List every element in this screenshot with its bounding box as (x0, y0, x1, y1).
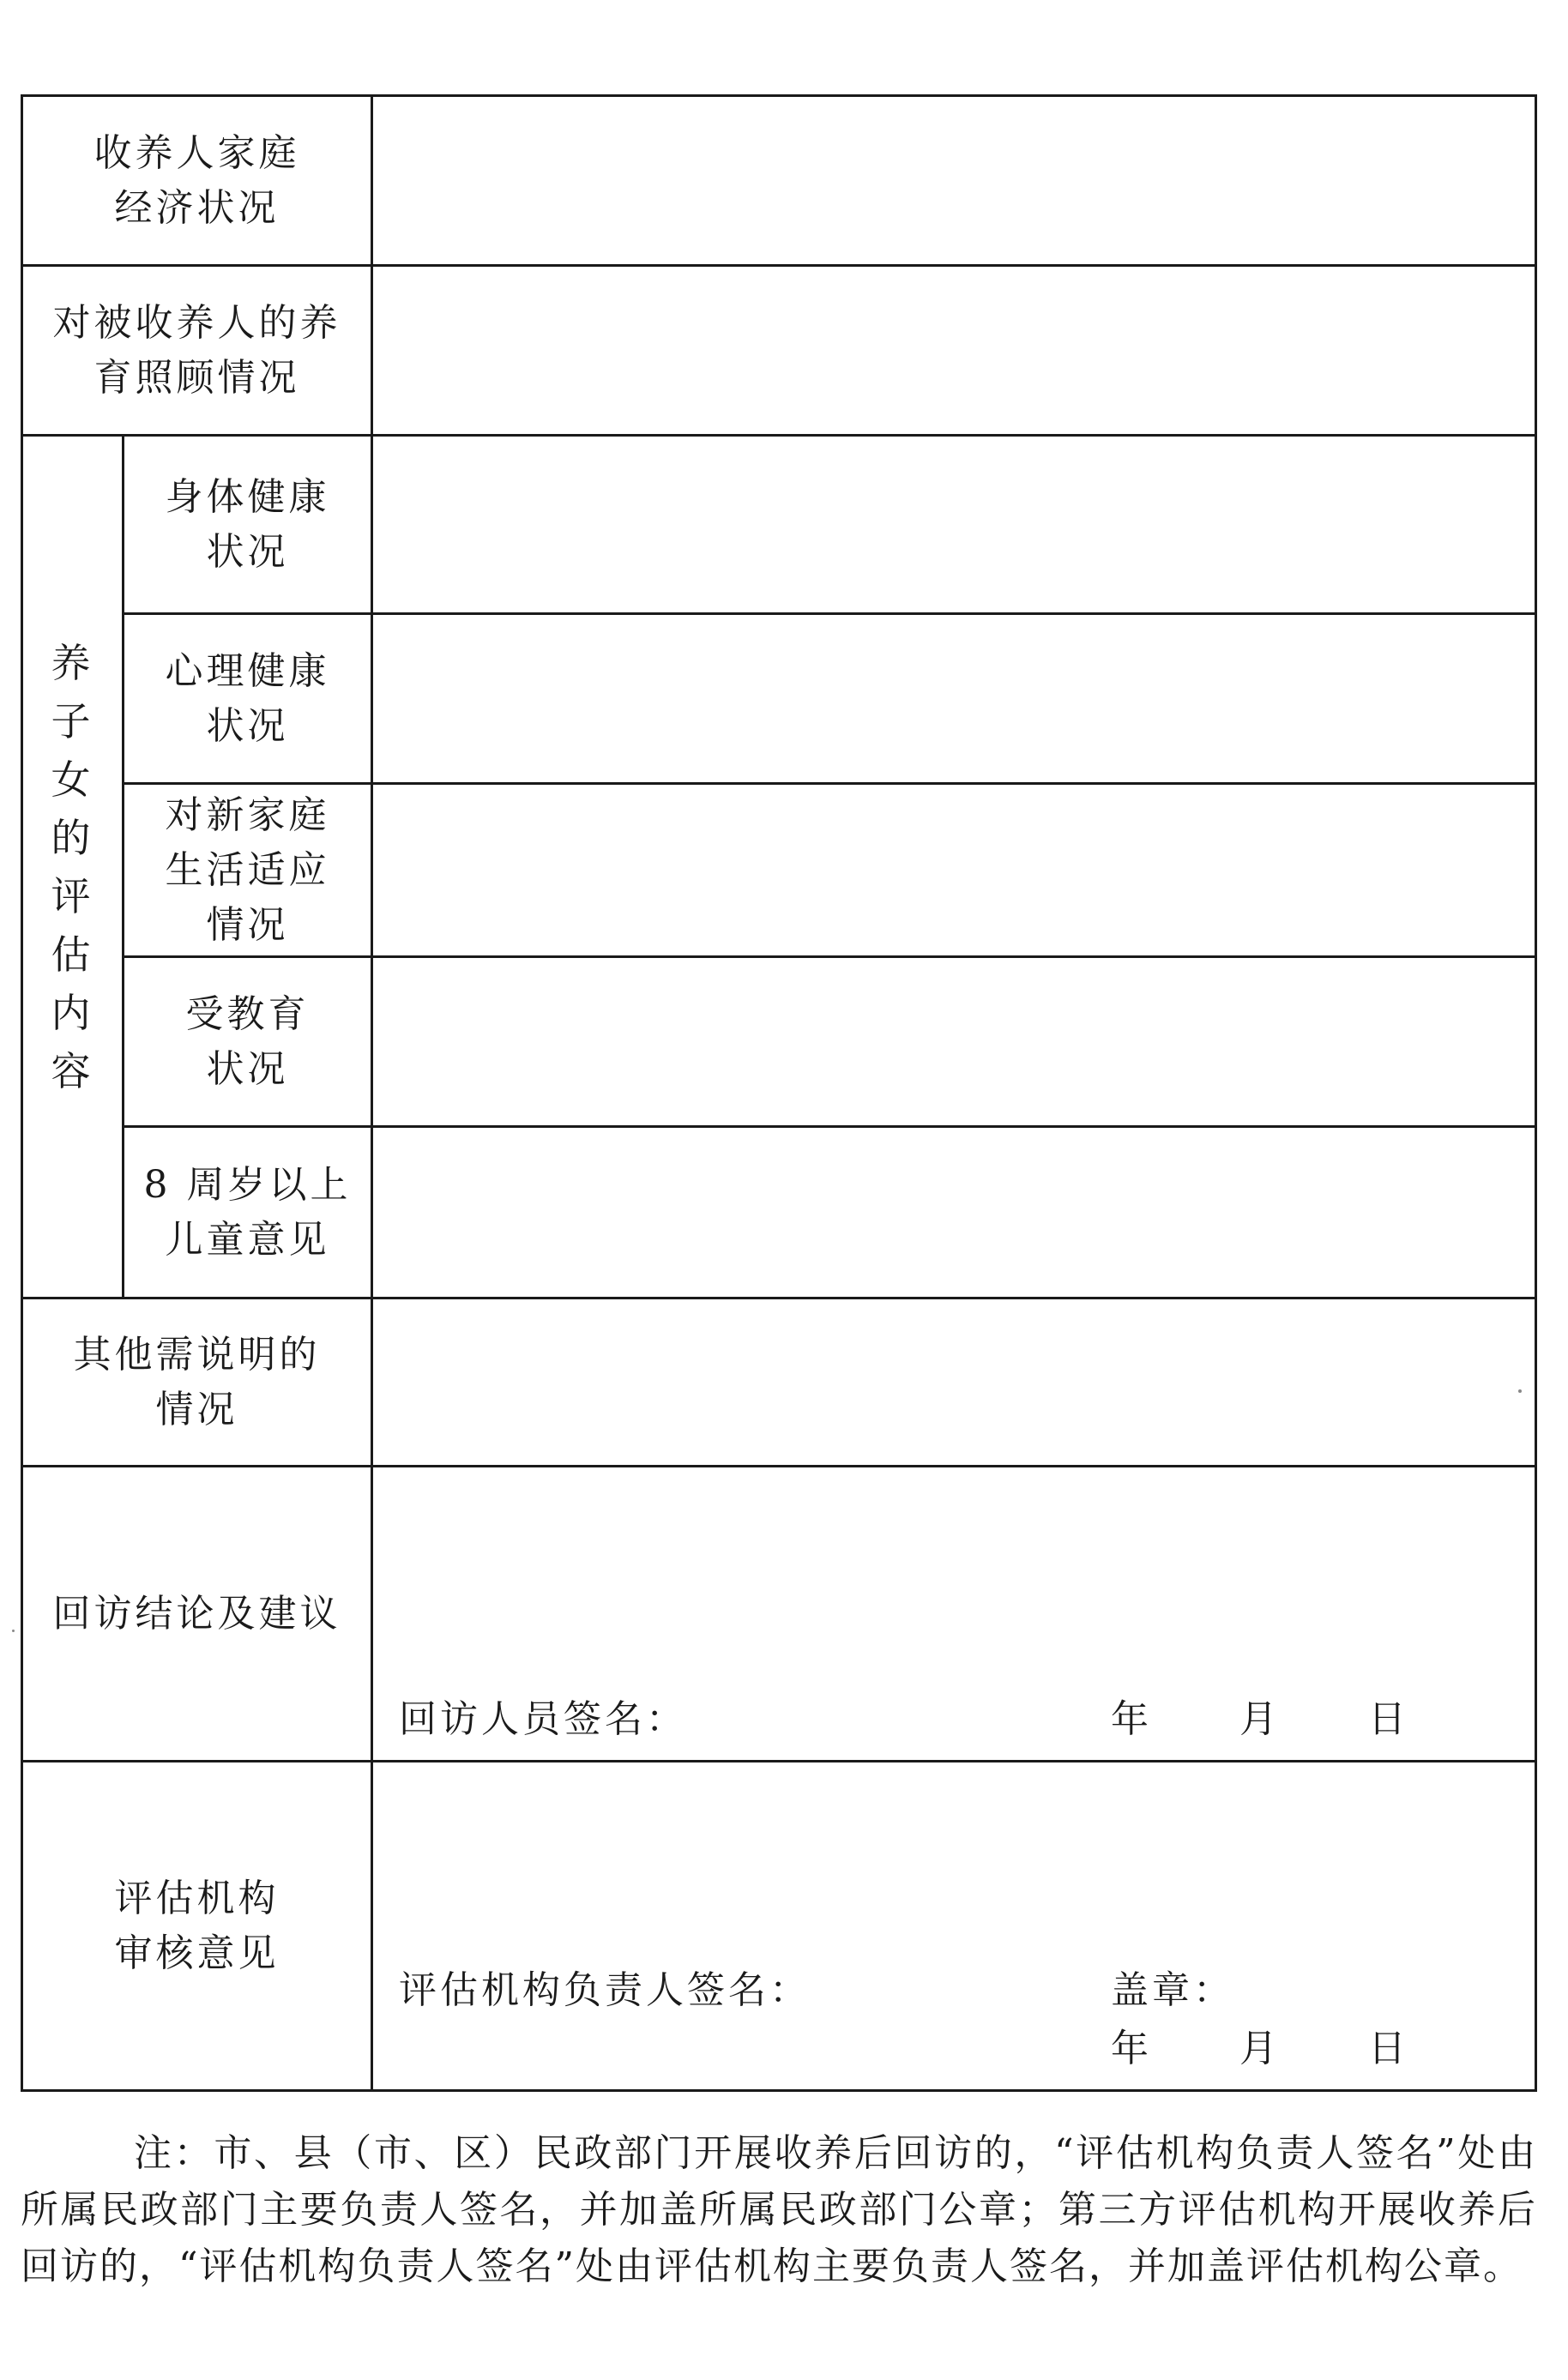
head-sign-label: 评估机构负责人签名： (399, 1968, 811, 2012)
label-line: 情况 (155, 1387, 238, 1431)
field-physical[interactable] (372, 436, 1536, 614)
row-other (22, 1298, 1536, 1467)
label-assessment-group (47, 634, 99, 1100)
field-education[interactable] (372, 957, 1536, 1127)
row-conclusion (22, 1467, 1536, 1762)
vertical-char: 养 (51, 639, 94, 686)
field-review[interactable] (372, 1762, 1536, 2091)
date-year-label: 年 (1111, 2027, 1152, 2070)
field-other[interactable] (372, 1298, 1536, 1467)
label-line: 状况 (206, 703, 289, 748)
date-day-label: 日 (1368, 1697, 1409, 1741)
label-line: 受教育 (185, 991, 310, 1036)
label-physical-cell (124, 436, 372, 614)
label-review (115, 1871, 280, 1981)
vertical-char: 估 (51, 931, 94, 978)
vertical-char: 内 (51, 989, 94, 1036)
field-conclusion[interactable] (372, 1467, 1536, 1762)
label-economy (94, 126, 300, 236)
vertical-char: 容 (51, 1047, 94, 1094)
field-adaptation[interactable] (372, 784, 1536, 957)
label-line: 状况 (206, 529, 289, 574)
row-review (22, 1762, 1536, 2091)
label-care-cell (22, 266, 372, 436)
label-line: 回访结论及建议 (52, 1591, 341, 1636)
post-adoption-visit-table (21, 94, 1537, 2092)
label-assessment-group-cell (22, 436, 124, 1298)
label-education (186, 987, 310, 1097)
label-line: 收养人家庭 (93, 130, 300, 175)
row-education (22, 957, 1536, 1127)
label-line: 8 周岁以上 (143, 1162, 352, 1207)
date-month-label: 月 (1239, 2027, 1281, 2070)
label-line: 心理健康 (165, 648, 330, 693)
field-mental[interactable] (372, 614, 1536, 784)
seal-label: 盖章： (1111, 1968, 1234, 2012)
vertical-char: 子 (51, 697, 94, 744)
label-line: 审核意见 (114, 1931, 280, 1975)
label-line: 评估机构 (114, 1876, 280, 1920)
vertical-char: 评 (51, 872, 94, 919)
row-care (22, 266, 1536, 436)
scan-speck (12, 1630, 15, 1632)
label-adaptation (166, 788, 330, 953)
label-other-cell (22, 1298, 372, 1467)
row-adaptation (22, 784, 1536, 957)
label-other (74, 1328, 321, 1437)
vertical-char: 的 (51, 814, 94, 861)
field-economy[interactable] (372, 96, 1536, 266)
label-economy-cell (22, 96, 372, 266)
label-line: 身体健康 (165, 474, 330, 519)
label-conclusion (53, 1587, 341, 1642)
date-year-label: 年 (1111, 1697, 1152, 1741)
field-care[interactable] (372, 266, 1536, 436)
vertical-char: 女 (51, 756, 94, 803)
visitor-sign-label: 回访人员签名： (399, 1697, 687, 1741)
label-review-cell (22, 1762, 372, 2091)
label-physical (166, 470, 330, 580)
label-line: 儿童意见 (165, 1217, 330, 1262)
label-mental-cell (124, 614, 372, 784)
label-conclusion-cell (22, 1467, 372, 1762)
label-line: 状况 (206, 1046, 289, 1091)
field-child-opinion[interactable] (372, 1127, 1536, 1298)
label-line: 经济状况 (114, 185, 280, 230)
label-education-cell (124, 957, 372, 1127)
row-child-opinion (22, 1127, 1536, 1298)
label-line: 育照顾情况 (93, 355, 300, 400)
label-child-opinion-cell (124, 1127, 372, 1298)
row-mental (22, 614, 1536, 784)
date-day-label: 日 (1368, 2027, 1409, 2070)
label-child-opinion (144, 1158, 352, 1268)
label-line: 其他需说明的 (73, 1332, 321, 1377)
scan-speck (1518, 1389, 1522, 1393)
label-care (53, 296, 341, 406)
date-month-label: 月 (1239, 1697, 1281, 1741)
row-economy (22, 96, 1536, 266)
label-line: 生活适应 (165, 847, 330, 892)
row-physical (22, 436, 1536, 614)
label-mental (166, 644, 330, 754)
label-line: 对被收养人的养 (52, 300, 341, 345)
label-line: 情况 (206, 902, 289, 947)
label-adaptation-cell (124, 784, 372, 957)
label-line: 对新家庭 (165, 792, 330, 837)
footnote: 注：市、县（市、区）民政部门开展收养后回访的，“评估机构负责人签名”处由所属民政部门主要负责人签名，并加盖所属民政部门公章；第三方评估机构开展收养后回访的，“评估机构负责人签名”处由评估机构主要负责人签名，并加盖评估机构公章。 (21, 2131, 1537, 2288)
